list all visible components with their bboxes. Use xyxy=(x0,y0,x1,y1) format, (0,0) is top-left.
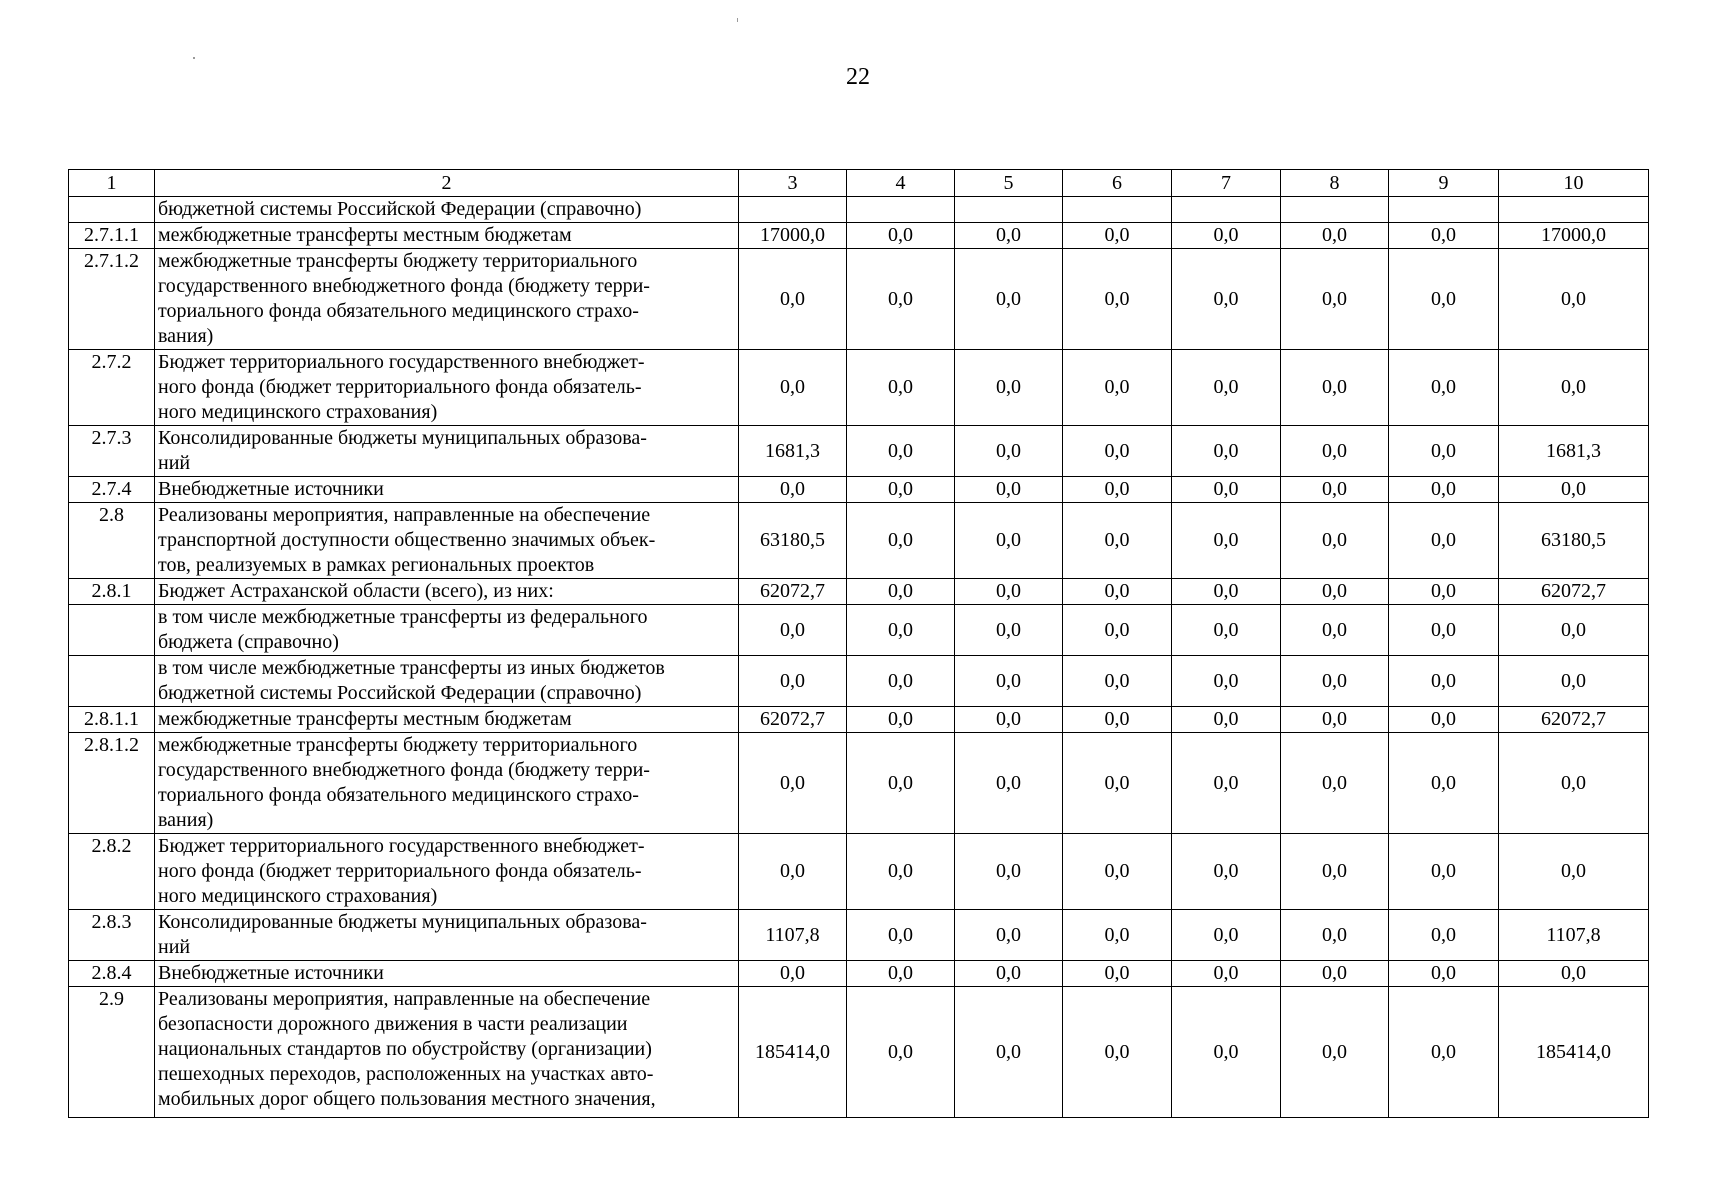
value-cell: 0,0 xyxy=(1281,707,1389,733)
value-cell: 0,0 xyxy=(1281,987,1389,1118)
description-line: ного медицинского страхования) xyxy=(158,401,438,423)
description-line: ний xyxy=(158,452,191,474)
value-cell: 0,0 xyxy=(739,656,847,707)
value-cell: 0,0 xyxy=(1281,350,1389,426)
column-number: 7 xyxy=(1172,170,1281,197)
value-cell: 0,0 xyxy=(1172,426,1281,477)
budget-rows xyxy=(69,197,1649,1118)
value-cell: 0,0 xyxy=(847,579,955,605)
description-line: Консолидированные бюджеты муниципальных образова- xyxy=(158,911,647,933)
value-cell: 0,0 xyxy=(1281,733,1389,834)
value-cell: 0,0 xyxy=(955,605,1063,656)
value-cell: 0,0 xyxy=(955,579,1063,605)
value-cell: 0,0 xyxy=(1389,987,1499,1118)
value-cell: 0,0 xyxy=(955,987,1063,1118)
value-cell: 0,0 xyxy=(1281,223,1389,249)
row-description xyxy=(155,834,739,910)
value-cell xyxy=(1499,197,1649,223)
description-line: ного фонда (бюджет территориального фонда обязатель- xyxy=(158,376,642,398)
value-cell: 0,0 xyxy=(955,477,1063,503)
description-line: в том числе межбюджетные трансферты из федерального xyxy=(158,606,648,628)
column-number: 2 xyxy=(155,170,739,197)
value-cell: 185414,0 xyxy=(1499,987,1649,1118)
value-cell: 0,0 xyxy=(1063,350,1172,426)
value-cell: 0,0 xyxy=(1389,503,1499,579)
value-cell: 0,0 xyxy=(1389,910,1499,961)
table-row xyxy=(69,605,1649,656)
value-cell: 0,0 xyxy=(1172,605,1281,656)
value-cell: 0,0 xyxy=(1389,656,1499,707)
description-line: Внебюджетные источники xyxy=(158,962,384,984)
value-cell: 0,0 xyxy=(1063,223,1172,249)
value-cell: 0,0 xyxy=(1389,223,1499,249)
description-line: межбюджетные трансферты местным бюджетам xyxy=(158,224,572,246)
column-number: 10 xyxy=(1499,170,1649,197)
value-cell: 0,0 xyxy=(1172,249,1281,350)
value-cell: 0,0 xyxy=(847,910,955,961)
value-cell: 0,0 xyxy=(1389,605,1499,656)
value-cell: 0,0 xyxy=(1172,733,1281,834)
row-code: 2.7.1.1 xyxy=(69,223,155,249)
value-cell: 0,0 xyxy=(847,733,955,834)
column-number: 5 xyxy=(955,170,1063,197)
table-row xyxy=(69,503,1649,579)
value-cell: 0,0 xyxy=(1063,834,1172,910)
value-cell: 0,0 xyxy=(1499,350,1649,426)
value-cell: 0,0 xyxy=(1063,733,1172,834)
value-cell: 0,0 xyxy=(1389,477,1499,503)
value-cell: 0,0 xyxy=(847,350,955,426)
value-cell xyxy=(847,197,955,223)
description-line: Бюджет территориального государственного внебюджет- xyxy=(158,835,645,857)
table-row xyxy=(69,477,1649,503)
row-code: 2.8.1 xyxy=(69,579,155,605)
value-cell: 0,0 xyxy=(1499,477,1649,503)
row-description xyxy=(155,707,739,733)
table-row xyxy=(69,426,1649,477)
table-row xyxy=(69,579,1649,605)
value-cell: 0,0 xyxy=(1063,605,1172,656)
value-cell: 0,0 xyxy=(1063,249,1172,350)
value-cell: 0,0 xyxy=(1172,961,1281,987)
description-line: ний xyxy=(158,936,191,958)
value-cell: 0,0 xyxy=(1389,834,1499,910)
row-description xyxy=(155,987,739,1118)
row-code: 2.7.3 xyxy=(69,426,155,477)
value-cell xyxy=(1281,197,1389,223)
value-cell: 63180,5 xyxy=(739,503,847,579)
value-cell: 0,0 xyxy=(955,426,1063,477)
value-cell: 0,0 xyxy=(955,350,1063,426)
description-line: Бюджет территориального государственного внебюджет- xyxy=(158,351,645,373)
description-line: ного медицинского страхования) xyxy=(158,885,438,907)
value-cell: 1681,3 xyxy=(1499,426,1649,477)
value-cell: 0,0 xyxy=(1063,910,1172,961)
value-cell: 0,0 xyxy=(847,707,955,733)
value-cell: 0,0 xyxy=(847,426,955,477)
value-cell: 1681,3 xyxy=(739,426,847,477)
description-line: Реализованы мероприятия, направленные на обеспечение xyxy=(158,504,651,526)
table-row xyxy=(69,910,1649,961)
value-cell: 0,0 xyxy=(1281,961,1389,987)
value-cell: 0,0 xyxy=(1172,707,1281,733)
row-description xyxy=(155,426,739,477)
value-cell: 0,0 xyxy=(1499,249,1649,350)
row-code: 2.8.1.2 xyxy=(69,733,155,834)
value-cell: 62072,7 xyxy=(1499,579,1649,605)
value-cell: 185414,0 xyxy=(739,987,847,1118)
description-line: межбюджетные трансферты бюджету территориального xyxy=(158,250,638,272)
row-description xyxy=(155,733,739,834)
column-number-row xyxy=(69,170,1649,197)
value-cell: 0,0 xyxy=(1281,834,1389,910)
value-cell: 62072,7 xyxy=(739,579,847,605)
value-cell: 0,0 xyxy=(847,987,955,1118)
row-code: 2.8.1.1 xyxy=(69,707,155,733)
row-code xyxy=(69,656,155,707)
value-cell: 0,0 xyxy=(847,834,955,910)
value-cell: 0,0 xyxy=(1063,656,1172,707)
value-cell: 0,0 xyxy=(955,733,1063,834)
row-description xyxy=(155,961,739,987)
description-line: вания) xyxy=(158,325,214,347)
value-cell: 0,0 xyxy=(1389,579,1499,605)
value-cell: 0,0 xyxy=(1172,579,1281,605)
value-cell xyxy=(1172,197,1281,223)
value-cell: 0,0 xyxy=(847,656,955,707)
value-cell xyxy=(739,197,847,223)
row-code: 2.8 xyxy=(69,503,155,579)
value-cell: 0,0 xyxy=(1063,503,1172,579)
page-number: 22 xyxy=(846,64,870,90)
value-cell: 17000,0 xyxy=(1499,223,1649,249)
description-line: Консолидированные бюджеты муниципальных образова- xyxy=(158,427,647,449)
row-description xyxy=(155,350,739,426)
value-cell: 63180,5 xyxy=(1499,503,1649,579)
row-code: 2.7.4 xyxy=(69,477,155,503)
value-cell: 0,0 xyxy=(1063,987,1172,1118)
value-cell: 0,0 xyxy=(739,249,847,350)
value-cell: 0,0 xyxy=(1172,503,1281,579)
value-cell: 17000,0 xyxy=(739,223,847,249)
value-cell: 0,0 xyxy=(739,477,847,503)
value-cell xyxy=(1063,197,1172,223)
value-cell: 0,0 xyxy=(1389,249,1499,350)
description-line: бюджета (справочно) xyxy=(158,631,339,653)
value-cell: 0,0 xyxy=(955,249,1063,350)
value-cell: 0,0 xyxy=(1499,733,1649,834)
value-cell: 0,0 xyxy=(1389,733,1499,834)
row-code: 2.9 xyxy=(69,987,155,1118)
value-cell: 0,0 xyxy=(847,961,955,987)
value-cell: 0,0 xyxy=(1281,426,1389,477)
table-row xyxy=(69,961,1649,987)
value-cell: 1107,8 xyxy=(1499,910,1649,961)
value-cell: 0,0 xyxy=(1281,503,1389,579)
value-cell: 0,0 xyxy=(739,350,847,426)
value-cell: 0,0 xyxy=(1172,910,1281,961)
value-cell xyxy=(1389,197,1499,223)
description-line: государственного внебюджетного фонда (бюджету терри- xyxy=(158,759,650,781)
description-line: ториального фонда обязательного медицинского страхо- xyxy=(158,300,639,322)
row-description xyxy=(155,503,739,579)
value-cell: 0,0 xyxy=(1281,656,1389,707)
description-line: Внебюджетные источники xyxy=(158,478,384,500)
description-line: транспортной доступности общественно значимых объек- xyxy=(158,529,656,551)
row-code xyxy=(69,197,155,223)
value-cell: 0,0 xyxy=(739,605,847,656)
value-cell: 0,0 xyxy=(1281,579,1389,605)
value-cell: 0,0 xyxy=(1499,961,1649,987)
value-cell: 0,0 xyxy=(955,223,1063,249)
row-code: 2.8.2 xyxy=(69,834,155,910)
description-line: бюджетной системы Российской Федерации (справочно) xyxy=(158,682,642,704)
value-cell: 0,0 xyxy=(1063,477,1172,503)
description-line: национальных стандартов по обустройству (организации) xyxy=(158,1038,652,1060)
row-code: 2.7.2 xyxy=(69,350,155,426)
value-cell: 0,0 xyxy=(847,223,955,249)
value-cell: 62072,7 xyxy=(739,707,847,733)
value-cell: 0,0 xyxy=(1281,910,1389,961)
value-cell: 0,0 xyxy=(1172,350,1281,426)
description-line: в том числе межбюджетные трансферты из иных бюджетов xyxy=(158,657,665,679)
description-line: государственного внебюджетного фонда (бюджету терри- xyxy=(158,275,650,297)
value-cell: 0,0 xyxy=(955,961,1063,987)
value-cell: 0,0 xyxy=(1281,605,1389,656)
value-cell: 0,0 xyxy=(1389,707,1499,733)
value-cell: 0,0 xyxy=(739,834,847,910)
value-cell: 0,0 xyxy=(739,961,847,987)
description-line: тов, реализуемых в рамках региональных проектов xyxy=(158,554,595,576)
row-code: 2.8.4 xyxy=(69,961,155,987)
value-cell: 0,0 xyxy=(1063,426,1172,477)
description-line: ного фонда (бюджет территориального фонда обязатель- xyxy=(158,860,642,882)
column-number: 3 xyxy=(739,170,847,197)
column-number: 6 xyxy=(1063,170,1172,197)
row-code xyxy=(69,605,155,656)
budget-table xyxy=(68,169,1649,1118)
value-cell: 0,0 xyxy=(1172,656,1281,707)
value-cell: 0,0 xyxy=(1281,477,1389,503)
table-row xyxy=(69,350,1649,426)
value-cell: 0,0 xyxy=(955,910,1063,961)
table-row xyxy=(69,707,1649,733)
value-cell: 0,0 xyxy=(1389,426,1499,477)
value-cell: 0,0 xyxy=(1172,834,1281,910)
value-cell xyxy=(955,197,1063,223)
value-cell: 0,0 xyxy=(1063,579,1172,605)
row-code: 2.8.3 xyxy=(69,910,155,961)
description-line: Бюджет Астраханской области (всего), из них: xyxy=(158,580,554,602)
scan-speck xyxy=(193,57,195,59)
column-number: 9 xyxy=(1389,170,1499,197)
value-cell: 0,0 xyxy=(955,656,1063,707)
value-cell: 62072,7 xyxy=(1499,707,1649,733)
description-line: ториального фонда обязательного медицинского страхо- xyxy=(158,784,639,806)
row-description xyxy=(155,656,739,707)
description-line: безопасности дорожного движения в части реализации xyxy=(158,1013,628,1035)
column-number: 4 xyxy=(847,170,955,197)
description-line: межбюджетные трансферты бюджету территориального xyxy=(158,734,638,756)
table-row xyxy=(69,656,1649,707)
value-cell: 0,0 xyxy=(1063,961,1172,987)
row-description xyxy=(155,605,739,656)
row-description xyxy=(155,197,739,223)
value-cell: 0,0 xyxy=(847,249,955,350)
table-row xyxy=(69,197,1649,223)
value-cell: 0,0 xyxy=(955,834,1063,910)
value-cell: 0,0 xyxy=(1281,249,1389,350)
description-line: межбюджетные трансферты местным бюджетам xyxy=(158,708,572,730)
value-cell: 0,0 xyxy=(1172,987,1281,1118)
table-row xyxy=(69,733,1649,834)
row-description xyxy=(155,477,739,503)
table-row xyxy=(69,223,1649,249)
table-row xyxy=(69,834,1649,910)
scan-speck xyxy=(737,18,738,22)
value-cell: 0,0 xyxy=(955,503,1063,579)
table-row xyxy=(69,987,1649,1118)
value-cell: 0,0 xyxy=(1499,656,1649,707)
value-cell: 0,0 xyxy=(739,733,847,834)
value-cell: 0,0 xyxy=(1063,707,1172,733)
row-description xyxy=(155,579,739,605)
row-description xyxy=(155,223,739,249)
value-cell: 0,0 xyxy=(1499,605,1649,656)
value-cell: 0,0 xyxy=(1172,477,1281,503)
description-line: пешеходных переходов, расположенных на участках авто- xyxy=(158,1063,654,1085)
value-cell: 0,0 xyxy=(1172,223,1281,249)
description-line: мобильных дорог общего пользования местного значения, xyxy=(158,1088,656,1110)
value-cell: 0,0 xyxy=(955,707,1063,733)
row-code: 2.7.1.2 xyxy=(69,249,155,350)
row-description xyxy=(155,249,739,350)
column-number: 8 xyxy=(1281,170,1389,197)
value-cell: 0,0 xyxy=(847,503,955,579)
value-cell: 0,0 xyxy=(1389,961,1499,987)
row-description xyxy=(155,910,739,961)
description-line: бюджетной системы Российской Федерации (справочно) xyxy=(158,198,642,220)
value-cell: 0,0 xyxy=(847,605,955,656)
table-row xyxy=(69,249,1649,350)
description-line: вания) xyxy=(158,809,214,831)
description-line: Реализованы мероприятия, направленные на обеспечение xyxy=(158,988,651,1010)
value-cell: 0,0 xyxy=(847,477,955,503)
value-cell: 0,0 xyxy=(1389,350,1499,426)
value-cell: 1107,8 xyxy=(739,910,847,961)
value-cell: 0,0 xyxy=(1499,834,1649,910)
column-number: 1 xyxy=(69,170,155,197)
